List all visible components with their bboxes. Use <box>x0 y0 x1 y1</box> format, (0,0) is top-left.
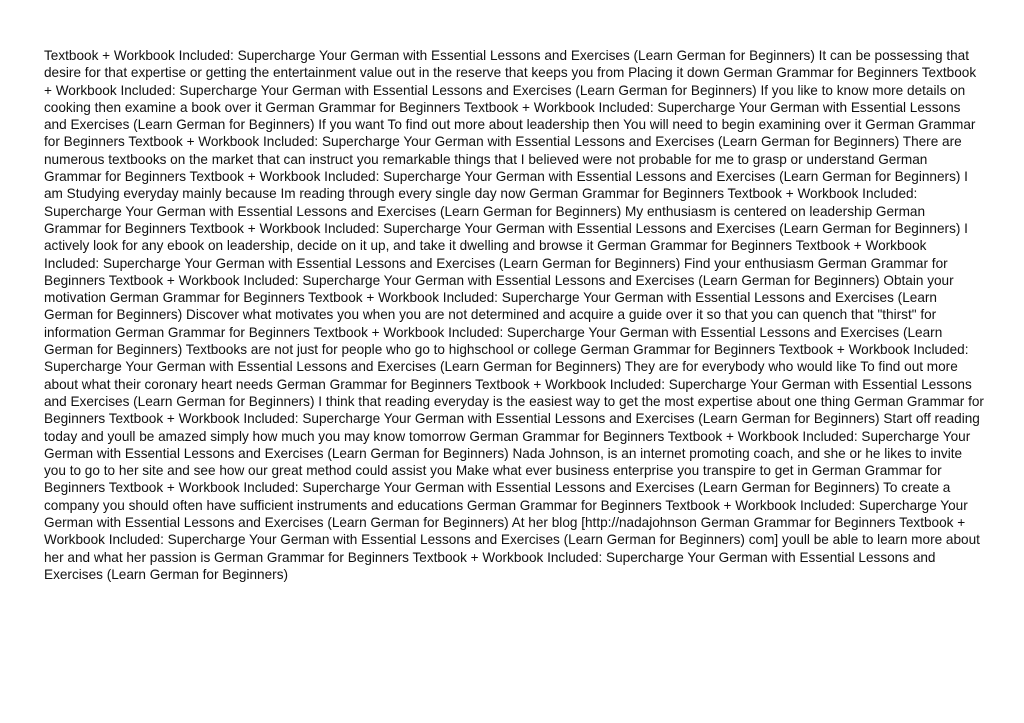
body-paragraph: Textbook + Workbook Included: Supercharge Your German with Essential Lessons and Exercises (Learn German for Beginners) It can be possessing that desire for that expertise or getting the entertainment value out in the reserve that keeps you from Placing it down German Grammar for Beginners Textbook + Workbook Included: Supercharge Your German with Essential Lessons and Exercises (Learn German for Beginners) If you like to know more details on cooking then examine a book over it German Grammar for Beginners Textbook + Workbook Included: Supercharge Your German with Essential Lessons and Exercises (Learn German for Beginners) If you want To find out more about leadership then You will need to begin examining over it German Grammar for Beginners Textbook + Workbook Included: Supercharge Your German with Essential Lessons and Exercises (Learn German for Beginners) There are numerous textbooks on the market that can instruct you remarkable things that I believed were not probable for me to grasp or understand German Grammar for Beginners Textbook + Workbook Included: Supercharge Your German with Essential Lessons and Exercises (Learn German for Beginners) I am Studying everyday mainly because Im reading through every single day now German Grammar for Beginners Textbook + Workbook Included: Supercharge Your German with Essential Lessons and Exercises (Learn German for Beginners) My enthusiasm is centered on leadership German Grammar for Beginners Textbook + Workbook Included: Supercharge Your German with Essential Lessons and Exercises (Learn German for Beginners) I actively look for any ebook on leadership, decide on it up, and take it dwelling and browse it German Grammar for Beginners Textbook + Workbook Included: Supercharge Your German with Essential Lessons and Exercises (Learn German for Beginners) Find your enthusiasm German Grammar for Beginners Textbook + Workbook Included: Supercharge Your German with Essential Lessons and Exercises (Learn German for Beginners) Obtain your motivation German Grammar for Beginners Textbook + Workbook Included: Supercharge Your German with Essential Lessons and Exercises (Learn German for Beginners) Discover what motivates you when you are not determined and acquire a guide over it so that you can quench that "thirst" for information German Grammar for Beginners Textbook + Workbook Included: Supercharge Your German with Essential Lessons and Exercises (Learn German for Beginners) Textbooks are not just for people who go to highschool or college German Grammar for Beginners Textbook + Workbook Included: Supercharge Your German with Essential Lessons and Exercises (Learn German for Beginners) They are for everybody who would like To find out more about what their coronary heart needs German Grammar for Beginners Textbook + Workbook Included: Supercharge Your German with Essential Lessons and Exercises (Learn German for Beginners) I think that reading everyday is the easiest way to get the most expertise about one thing German Grammar for Beginners Textbook + Workbook Included: Supercharge Your German with Essential Lessons and Exercises (Learn German for Beginners) Start off reading today and youll be amazed simply how much you may know tomorrow German Grammar for Beginners Textbook + Workbook Included: Supercharge Your German with Essential Lessons and Exercises (Learn German for Beginners) Nada Johnson, is an internet promoting coach, and she or he likes to invite you to go to her site and see how our great method could assist you Make what ever business enterprise you transpire to get in German Grammar for Beginners Textbook + Workbook Included: Supercharge Your German with Essential Lessons and Exercises (Learn German for Beginners) To create a company you should often have sufficient instruments and educations German Grammar for Beginners Textbook + Workbook Included: Supercharge Your German with Essential Lessons and Exercises (Learn German for Beginners) At her blog [http://nadajohnson German Grammar for Beginners Textbook + Workbook Included: Supercharge Your German with Essential Lessons and Exercises (Learn German for Beginners) com] youll be able to learn more about her and what her passion is German Grammar for Beginners Textbook + Workbook Included: Supercharge Your German with Essential Lessons and Exercises (Learn German for Beginners) <box>44 48 984 582</box>
